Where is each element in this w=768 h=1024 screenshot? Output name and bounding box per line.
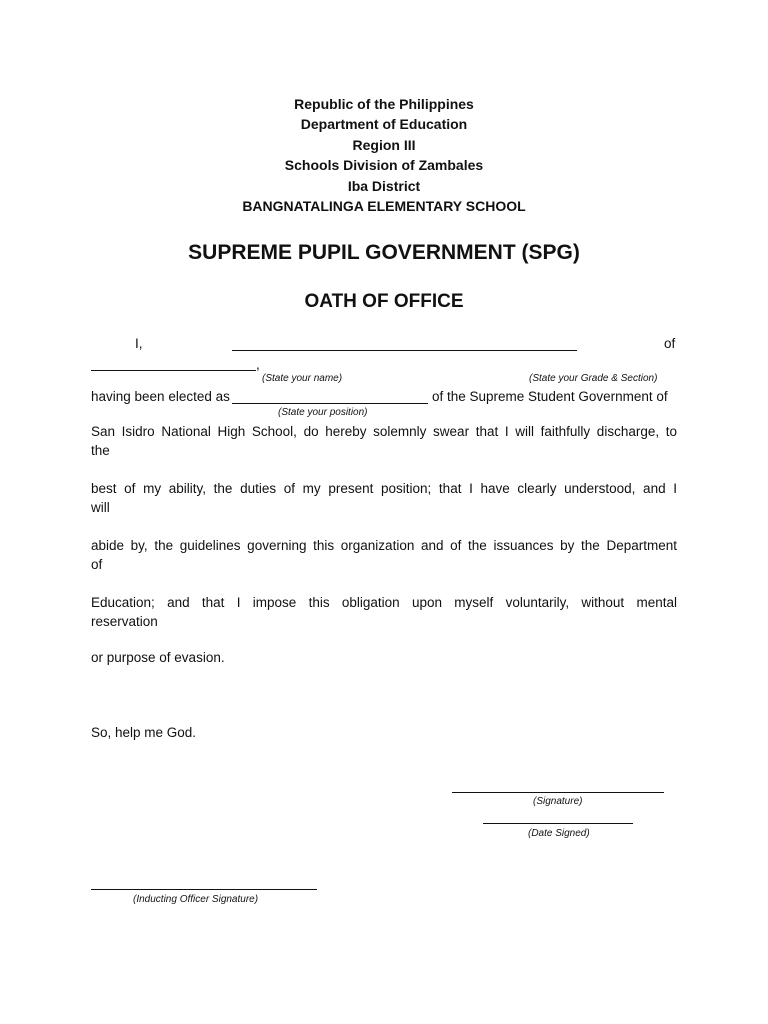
paragraph-3-wrap: of	[91, 557, 103, 572]
grade-comma: ,	[256, 357, 260, 372]
paragraph-4-line: Education; and that I impose this obligation upon myself voluntarily, without mental	[91, 595, 677, 610]
header-republic: Republic of the Philippines	[294, 96, 474, 112]
header-district: Iba District	[347, 178, 421, 194]
date-signed-caption: (Date Signed)	[528, 828, 590, 839]
name-blank-line[interactable]	[232, 350, 577, 351]
name-caption: (State your name)	[262, 373, 343, 384]
date-signed-line[interactable]	[483, 823, 633, 824]
document-title: SUPREME PUPIL GOVERNMENT (SPG)	[188, 241, 580, 264]
paragraph-1-wrap: the	[91, 443, 110, 458]
position-blank-line[interactable]	[232, 403, 428, 404]
document-subtitle: OATH OF OFFICE	[304, 291, 464, 312]
signature-line[interactable]	[452, 792, 664, 793]
inducting-officer-caption: (Inducting Officer Signature)	[133, 894, 259, 905]
header-department: Department of Education	[300, 116, 468, 132]
oath-of-word: of	[664, 336, 676, 351]
closing-line: So, help me God.	[91, 725, 197, 740]
oath-pronoun: I,	[135, 336, 143, 351]
inducting-officer-line[interactable]	[91, 889, 317, 890]
paragraph-3-line: abide by, the guidelines governing this organization and of the issuances by the Department	[91, 538, 677, 553]
oath-paragraph-3	[91, 536, 677, 574]
header-school: BANGNATALINGA ELEMENTARY SCHOOL	[242, 198, 526, 214]
oath-paragraph-1	[91, 422, 677, 460]
oath-paragraph-4	[91, 593, 677, 631]
paragraph-2-line: best of my ability, the duties of my present position; that I have clearly understood, and I	[91, 481, 677, 496]
oath-paragraph-2	[91, 479, 677, 517]
grade-blank-line[interactable]	[91, 370, 256, 371]
elected-prefix: having been elected as	[91, 389, 230, 404]
paragraph-1-line: San Isidro National High School, do hereby solemnly swear that I will faithfully discharge, to	[91, 424, 677, 439]
paragraph-4-wrap: reservation	[91, 614, 158, 629]
paragraph-2-wrap: will	[91, 500, 110, 515]
header-region: Region III	[352, 137, 416, 153]
elected-suffix: of the Supreme Student Government of	[432, 389, 668, 404]
position-caption: (State your position)	[278, 407, 368, 418]
signature-caption: (Signature)	[533, 796, 583, 807]
header-division: Schools Division of Zambales	[284, 157, 484, 173]
oath-paragraph-5: or purpose of evasion.	[91, 650, 225, 665]
grade-caption: (State your Grade & Section)	[529, 373, 658, 384]
